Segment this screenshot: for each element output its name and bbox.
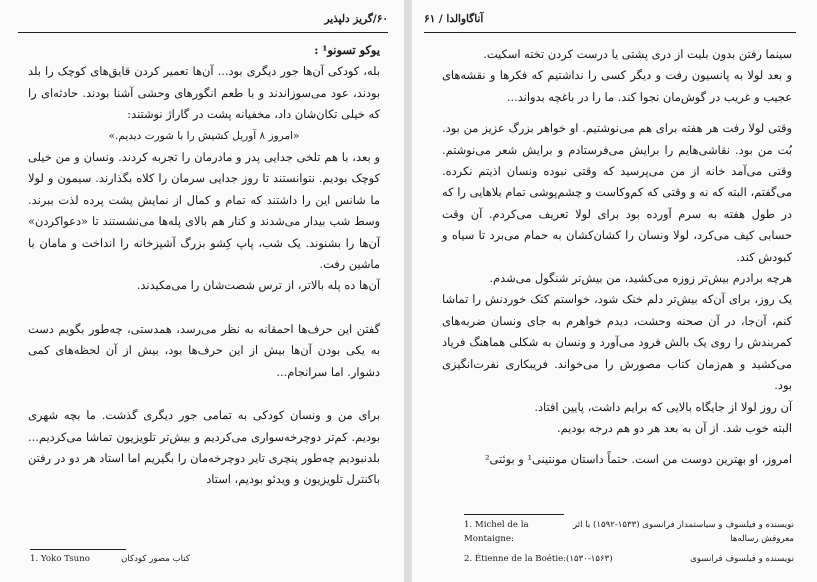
paragraph: بله، کودکی آن‌ها جور دیگری بود... آن‌ها تعمیر کردن قایق‌های کوچک را بلد بودند، عود می‌سوزاندند و با طعم انگورهای وحشی آشنا بودند. حادثه‌ای را که خیلی تکان‌شان داد، مخفیانه پشت در گاراژ نوشتند: (28, 64, 380, 122)
footnote (30, 552, 190, 566)
book-spine (404, 0, 411, 582)
paragraph: برای من و ونسان کودکی به تمامی جور دیگری گذشت. ما بچه شهری بودیم. کم‌تر دوچرخه‌سواری می‌کردیم و بیش‌تر تلویزیون تماشا می‌کردیم... بلدنبودیم چه‌طور پنچری تایر دوچرخه‌مان را بگیریم اما استاد هر دو در رفتن باکنترل تلویزیون و ویدئو بودیم، استاد (28, 408, 380, 487)
footnote-rule (30, 549, 126, 550)
left-page (0, 0, 405, 582)
paragraph: و بعد، با هم تلخی جدایی پدر و مادرمان را تجربه کردند. ونسان و من خیلی کوچک بودیم. نتوانستند تا روز جدایی سرمان را کلاه بگذارند. سیمون و لولا ما شانس این را داشتند که تمام و کمال از نمایش پشت پرده لذت ببرند. وسط شب بیدار می‌شدند و کنار هم بالای پله‌ها می‌نشستند تا «دعواکردن» آن‌ها را بشنوند. یک شب، پاپ کِشو بزرگ آشپزخانه را انداخت و مامان با ماشین رفت. (28, 150, 380, 272)
left-page-header: ۶۰/گریز دلپذیر (324, 13, 388, 25)
footnote-label: 2. Étienne de la Boétie:(۱۵۳۰-۱۵۶۳) (464, 554, 613, 564)
right-page-body (442, 44, 792, 471)
paragraph: امروز، او بهترین دوست من است. حتماً داستان مونتینی¹ و بوئتی² (484, 452, 792, 467)
paragraph: هرچه برادرم بیش‌تر زوزه می‌کشید، من بیش‌تر شنگول می‌شدم. (489, 271, 792, 286)
paragraph: و بعد لولا به پانسیون رفت و دیگر کسی را نداشتیم که فکرها و نقشه‌های عجیب و غریب در گوش‌مان نجوا کند. ما را در باغچه بدواند... (442, 68, 792, 104)
paragraph: وقتی لولا رفت هر هفته برای هم می‌نوشتیم. او خواهر بزرگ عزیز من بود. بُت من بود. نقاشی‌هایم را برایش می‌فرستادم و برایش شعر می‌نوشتم. وقتی می‌آمد خانه از من می‌پرسید که وقتی نبوده ونسان اذیتم نکرده. می‌گفتم، البته که نه و وقتی که کم‌وکاست و چشم‌پوشی تمام بلاهایی را که در طول هفته به سرم آورده بود برای لولا تعریف می‌کردم. آن وقت حسابی کیف می‌کرد، لولا ونسان را کشان‌کشان به حمام می‌برد تا سیاه و کبودش کند. (442, 121, 792, 264)
speaker-name: یوکو تسونو¹ : (314, 43, 380, 57)
paragraph: آن روز لولا از جایگاه بالایی که برایم داشت، پایین افتاد. (534, 399, 792, 414)
footnote-label: 1. Yoko Tsuno (30, 554, 90, 564)
left-page-body (28, 40, 380, 491)
footnote-text: کتاب مصور کودکان (121, 554, 190, 564)
paragraph: سینما رفتن بدون بلیت از دری پشتی یا درست کردن تخته اسکیت. (483, 47, 792, 61)
right-footnotes (464, 518, 794, 566)
footnote-rule (464, 514, 564, 515)
left-footnotes (30, 552, 190, 566)
right-header-rule (424, 32, 796, 33)
paragraph: آن‌ها ده پله بالاتر، از ترس شصت‌شان را می‌مکیدند. (136, 278, 380, 293)
right-page-header: آناگاوالدا / ۶۱ (424, 13, 484, 25)
paragraph: گفتن این حرف‌ها احمقانه به نظر می‌رسد، همدستی، چه‌طور بگویم دست به یکی بودن آن‌ها بیش از این حرف‌ها بود، بیش از آن لحظه‌های کمی دشوار. اما سرانجام... (28, 321, 380, 379)
quote-line: «امروز ۸ آوریل کشیش را با شورت دیدیم.» (108, 129, 300, 142)
footnote-text: نویسنده و فیلسوف فرانسوی (690, 554, 794, 564)
right-page (411, 0, 817, 582)
footnote (464, 552, 794, 566)
paragraph: البته خوب شد. از آن به بعد هر دو هم درجه بودیم. (556, 420, 792, 435)
paragraph: یک روز، برای آن‌که بیش‌تر دلم خنک شود، خواستم کتک خوردنش را تماشا کنم، آن‌جا، در آن صحنه وحشت، دیدم خواهرم به جای ونسان ضربه‌های کمربندش را روی یک بالش فرود می‌آورد و ونسان به شکلی هماهنگ فریاد می‌کشید و هم‌زمان کتاب مصورش را می‌خواند. فریبکاری نفرت‌انگیزی بود. (442, 292, 792, 393)
footnote (464, 518, 794, 546)
left-header-rule (18, 32, 388, 33)
footnote-label: 1. Michel de la Montaigne: (464, 520, 529, 544)
footnote-text: نویسنده و فیلسوف و سیاستمدار فرانسوی (۱۵۳۳-۱۵۹۲) با اثر معروفش رساله‌ها (573, 520, 794, 544)
